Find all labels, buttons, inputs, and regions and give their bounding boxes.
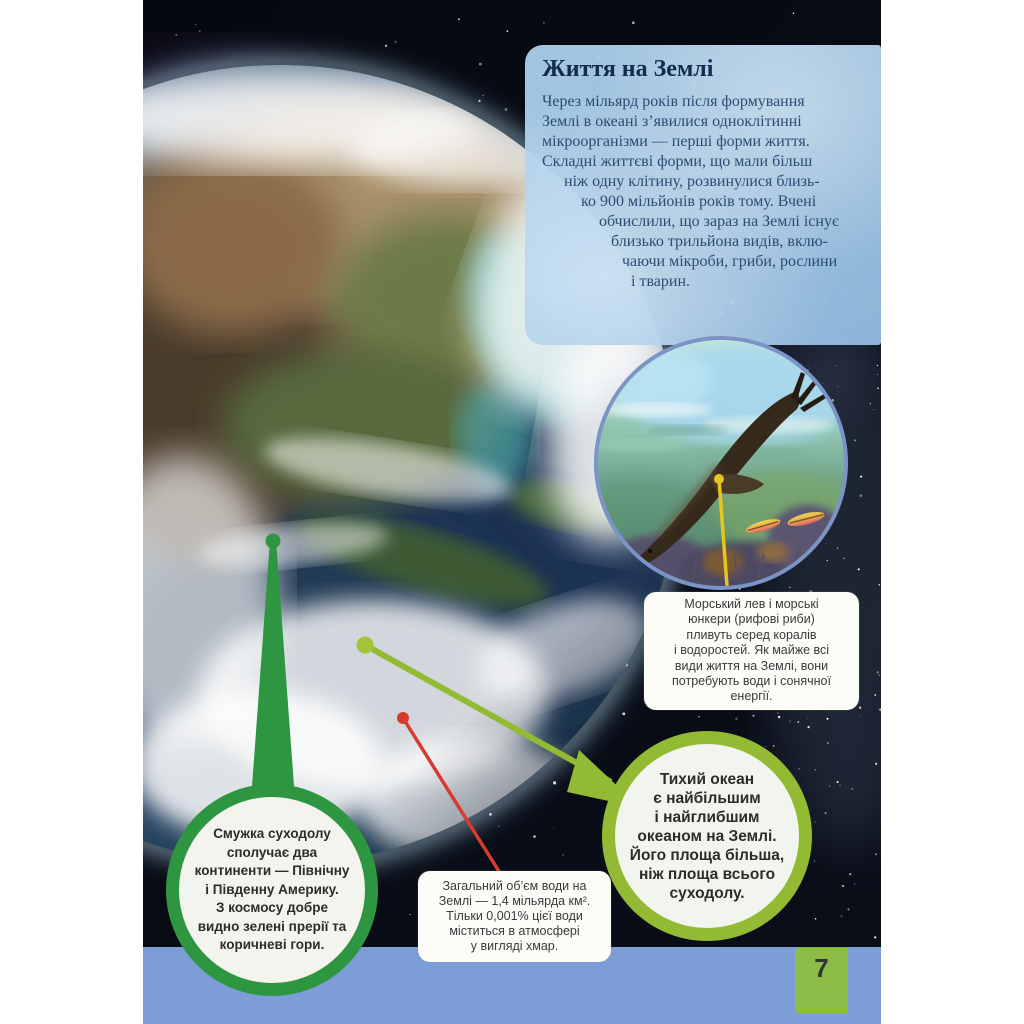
page bbox=[143, 0, 881, 1024]
callout-land-bridge bbox=[166, 784, 378, 996]
sea-lion-eye bbox=[648, 549, 652, 553]
page-title: Життя на Землі bbox=[542, 56, 714, 82]
sea-lion-photo-circle bbox=[594, 336, 848, 590]
title-panel bbox=[525, 45, 881, 345]
callout-pacific-text: Тихий океан є найбільшим і найглибшим океаном на Землі. Його площа більша, ніж площа всього суходолу. bbox=[629, 770, 785, 902]
callout-pacific-ocean bbox=[602, 731, 812, 941]
callout-sea-lion: Морський лев і морські юнкери (рифові риби) пливуть серед коралів і водоростей. Як майже всі види життя на Землі, вони потребують води і сонячної енергії. bbox=[644, 592, 859, 710]
sea-lion-underwater-scene bbox=[598, 340, 844, 586]
intro-paragraph: Через мільярд років після формування Землі в океані з’явилися одноклітинні мікроорганізми — перші форми життя. Складні життєві форми, що мали більш ніж одну клітину, розвинулися близь- ко 900 мільйонів років тому. Вчені обчислили, що зараз на Землі існує близько трильйона видів, вклю- чаючи мікроби, гриби, рослини і тварин. bbox=[542, 92, 839, 290]
callout-water-volume: Загальний об’єм води на Землі — 1,4 мільярда км². Тільки 0,001% цієї води міститься в атмосфері у вигляді хмар. bbox=[418, 871, 611, 962]
page-number-badge: 7 bbox=[795, 948, 848, 1013]
sea-lion-pointer-dot bbox=[714, 474, 724, 484]
callout-land-bridge-text: Смужка суходолу сполучає два континенти — Північну і Південну Америку. З космосу добре видно зелені прерії та коричневі гори. bbox=[194, 826, 350, 953]
